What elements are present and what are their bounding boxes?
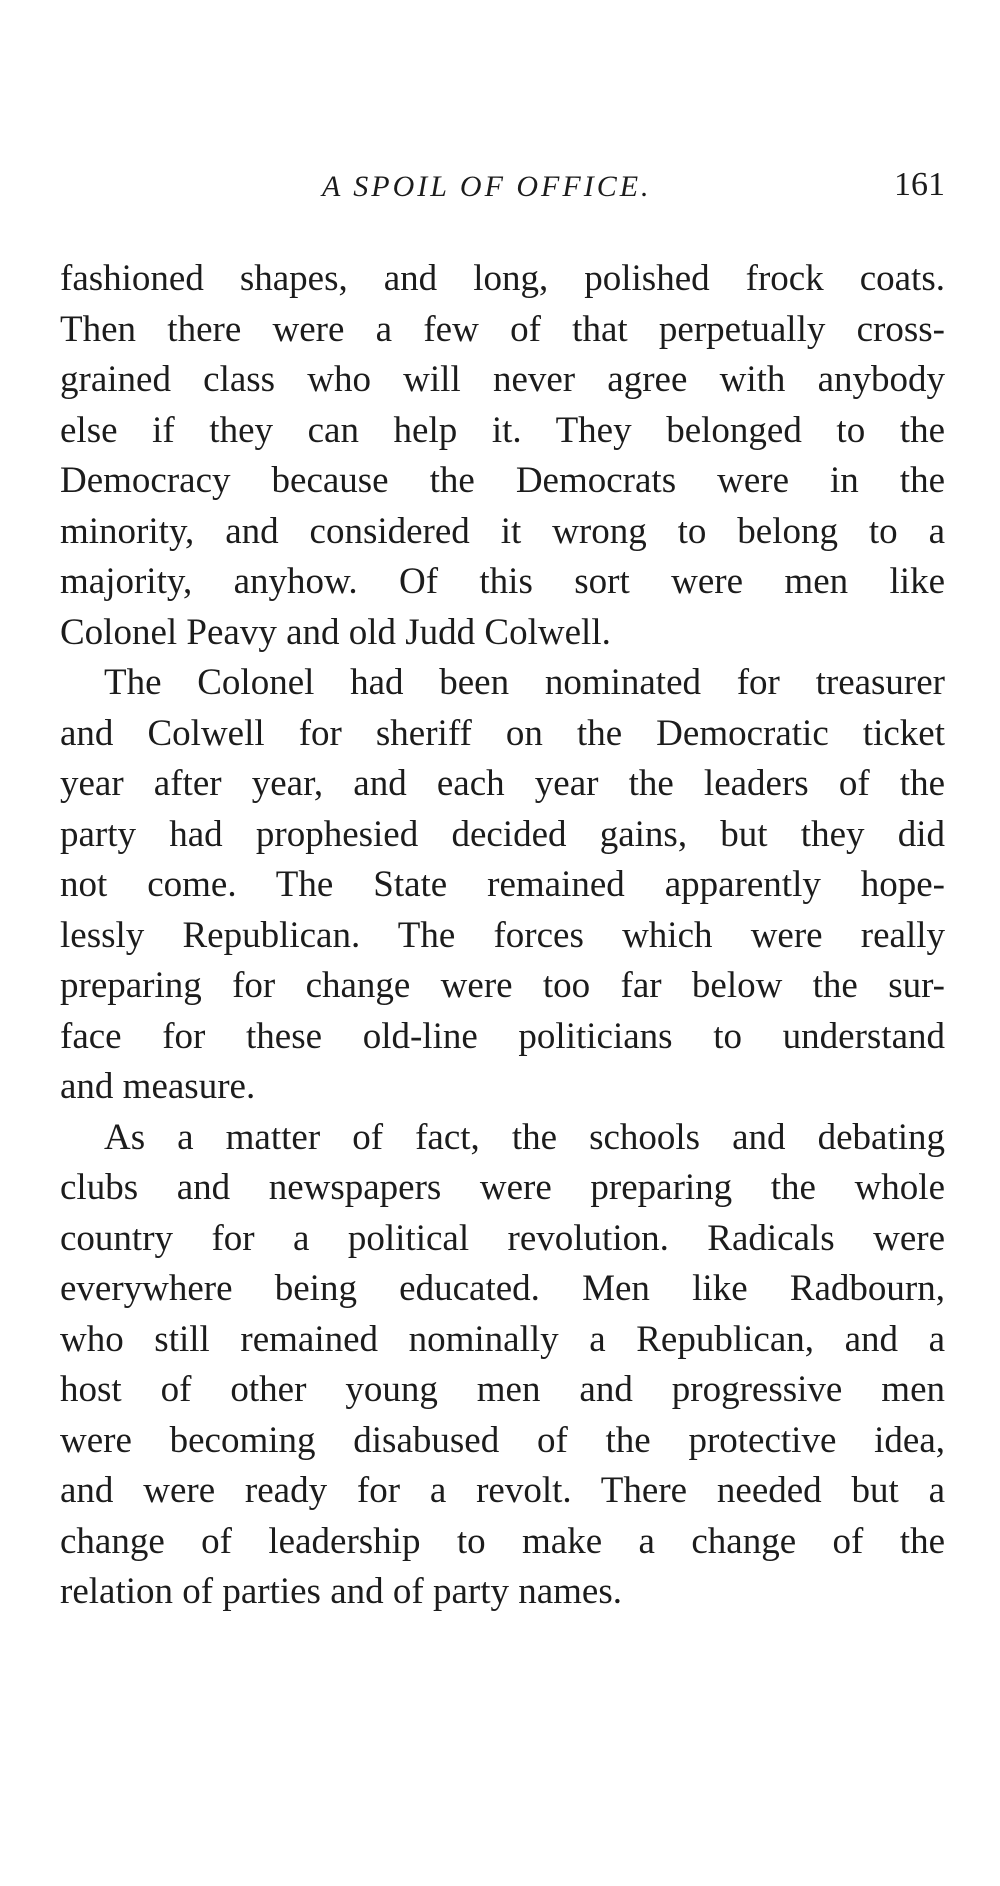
text-line: party had prophesied decided gains, but they did bbox=[60, 813, 945, 855]
text-line: grained class who will never agree with anybody bbox=[60, 359, 945, 400]
text-line: fashioned shapes, and long, polished frock coats. bbox=[60, 258, 945, 299]
paragraph-1 bbox=[60, 254, 945, 658]
text-line: and measure. bbox=[60, 1066, 256, 1107]
text-line: lessly Republican. The forces which were really bbox=[60, 914, 945, 956]
text-line: face for these old-line politicians to understand bbox=[60, 1015, 945, 1057]
running-title: A SPOIL OF OFFICE. bbox=[322, 170, 652, 203]
text-line: As a matter of fact, the schools and debating bbox=[104, 1116, 945, 1158]
text-line: Colonel Peavy and old Judd Colwell. bbox=[60, 611, 611, 653]
text-line: who still remained nominally a Republican, and a bbox=[60, 1318, 945, 1360]
text-line: relation of parties and of party names. bbox=[60, 1571, 622, 1612]
text-line: clubs and newspapers were preparing the whole bbox=[60, 1167, 945, 1208]
text-line: else if they can help it. They belonged to the bbox=[60, 409, 945, 451]
text-line: Democracy because the Democrats were in the bbox=[60, 460, 945, 501]
text-line: majority, anyhow. Of this sort were men like bbox=[60, 561, 945, 602]
text-line: change of leadership to make a change of the bbox=[60, 1520, 945, 1562]
body-text bbox=[60, 254, 945, 1618]
text-line: year after year, and each year the leaders of the bbox=[60, 763, 945, 804]
text-line: country for a political revolution. Radicals were bbox=[60, 1217, 945, 1259]
text-line: preparing for change were too far below the sur- bbox=[60, 965, 945, 1006]
running-head bbox=[60, 166, 945, 210]
text-line: Then there were a few of that perpetually cross- bbox=[60, 308, 945, 350]
text-line: not come. The State remained apparently hope- bbox=[60, 864, 945, 905]
text-line: The Colonel had been nominated for treasurer bbox=[104, 662, 945, 703]
page-number: 161 bbox=[894, 166, 945, 203]
paragraph-2 bbox=[60, 658, 945, 1113]
text-line: and Colwell for sheriff on the Democratic ticket bbox=[60, 712, 945, 754]
text-line: were becoming disabused of the protective idea, bbox=[60, 1419, 945, 1461]
text-line: host of other young men and progressive men bbox=[60, 1369, 945, 1410]
text-line: minority, and considered it wrong to belong to a bbox=[60, 510, 945, 552]
text-line: and were ready for a revolt. There needed but a bbox=[60, 1470, 945, 1511]
text-line: everywhere being educated. Men like Radbourn, bbox=[60, 1268, 945, 1309]
paragraph-3 bbox=[60, 1113, 945, 1618]
